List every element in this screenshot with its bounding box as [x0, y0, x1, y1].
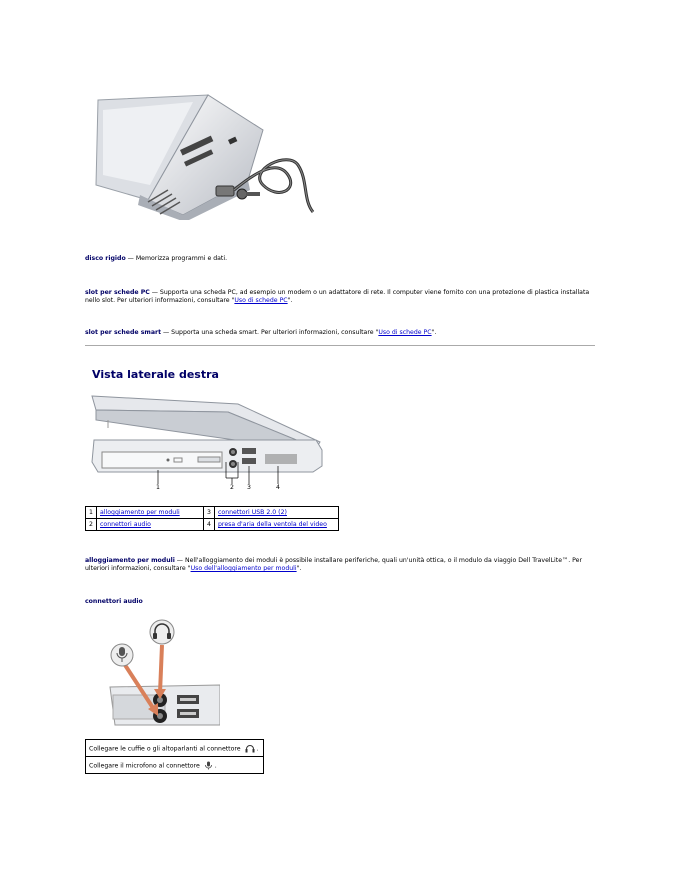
microphone-instruction: Collegare il microfono al connettore — [89, 762, 200, 769]
pc-card-slot-description — [85, 289, 595, 305]
legend-cell — [97, 519, 204, 531]
module-bay-link[interactable]: alloggiamento per moduli — [100, 509, 180, 516]
module-bay-description — [85, 557, 595, 573]
pc-card-slot-tail: ". — [287, 297, 293, 304]
legend-cell — [215, 507, 339, 519]
callout-legend-table — [85, 506, 339, 531]
smart-card-slot-text: — Supporta una scheda smart. Per ulteriori informazioni, consultare " — [161, 329, 379, 336]
instruction-cell — [86, 757, 264, 774]
hard-drive-description — [85, 255, 595, 263]
audio-instructions-table — [85, 739, 264, 774]
headphone-instruction: Collegare le cuffie o gli altoparlanti al connettore — [89, 745, 241, 752]
callout-1: 1 — [156, 484, 160, 491]
legend-number: 2 — [86, 519, 97, 531]
pc-card-slot-term: slot per schede PC — [85, 289, 150, 296]
right-side-view-illustration — [88, 392, 333, 494]
microphone-icon — [204, 761, 213, 770]
legend-number: 1 — [86, 507, 97, 519]
table-row — [86, 507, 339, 519]
usb-connectors-link[interactable]: connettori USB 2.0 (2) — [218, 509, 287, 516]
legend-cell — [215, 519, 339, 531]
module-bay-text: — Nell'alloggiamento dei moduli è possibile installare periferiche, quali un'unità ottica, o il modulo da viaggio Dell TravelLite™. Per ulteriori informazioni, consultare " — [85, 557, 582, 572]
headphone-instruction-tail: . — [256, 745, 259, 752]
legend-cell — [97, 507, 204, 519]
table-row — [86, 519, 339, 531]
section-divider — [85, 345, 595, 346]
hard-drive-term: disco rigido — [85, 255, 126, 262]
smart-card-link[interactable]: Uso di schede PC — [378, 329, 432, 336]
smart-card-slot-term: slot per schede smart — [85, 329, 162, 336]
smart-card-slot-description — [85, 329, 595, 337]
module-bay-term: alloggiamento per moduli — [85, 557, 175, 564]
video-fan-vent-link[interactable]: presa d'aria della ventola del video — [218, 521, 327, 528]
section-heading: Vista laterale destra — [92, 368, 219, 381]
callout-4: 4 — [276, 484, 280, 491]
legend-number: 4 — [204, 519, 215, 531]
table-row — [86, 757, 264, 774]
audio-connectors-illustration — [105, 615, 220, 727]
pc-card-slot-text: — Supporta una scheda PC, ad esempio un modem o un adattatore di rete. Il computer viene fornito con una protezione di plastica installata nello slot. Per ulteriori informazioni, consultare " — [85, 289, 590, 304]
audio-connectors-link[interactable]: connettori audio — [100, 521, 151, 528]
module-bay-tail: ". — [296, 565, 302, 572]
table-row — [86, 740, 264, 757]
legend-number: 3 — [204, 507, 215, 519]
pc-card-link[interactable]: Uso di schede PC — [234, 297, 288, 304]
microphone-instruction-tail: . — [214, 762, 217, 769]
module-bay-usage-link[interactable]: Uso dell'alloggiamento per moduli — [190, 565, 297, 572]
hard-drive-text: — Memorizza programmi e dati. — [125, 255, 228, 262]
callout-2: 2 — [230, 484, 234, 491]
callout-3: 3 — [247, 484, 251, 491]
smart-card-slot-tail: ". — [431, 329, 437, 336]
laptop-security-cable-illustration — [88, 90, 318, 220]
headphone-icon — [245, 744, 255, 753]
audio-connectors-term: connettori audio — [85, 598, 143, 605]
instruction-cell — [86, 740, 264, 757]
